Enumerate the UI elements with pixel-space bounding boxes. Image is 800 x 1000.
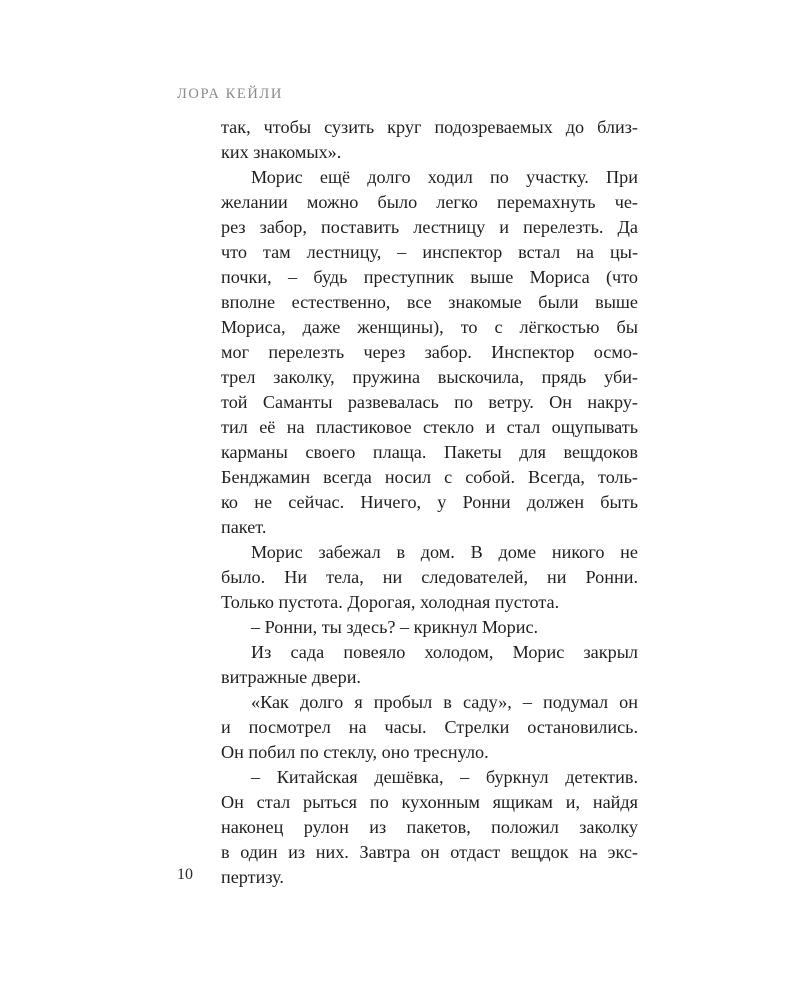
text-line: Только пустота. Дорогая, холодная пустота. <box>221 592 560 612</box>
text-line: так, чтобы сузить круг подозреваемых до близ- <box>221 117 638 137</box>
text-line: Морис ещё долго ходил по участку. При <box>251 167 638 187</box>
text-line: «Как долго я пробыл в саду», – подумал он <box>251 692 638 712</box>
text-line: пертизу. <box>221 867 284 887</box>
text-line: пакет. <box>221 517 267 537</box>
text-line: и посмотрел на часы. Стрелки остановились. <box>221 717 638 737</box>
text-line: наконец рулон из пакетов, положил заколку <box>221 817 638 837</box>
text-line: трел заколку, пружина выскочила, прядь уби- <box>221 367 638 387</box>
text-line: – Китайская дешёвка, – буркнул детектив. <box>251 767 638 787</box>
text-line: рез забор, поставить лестницу и перелезть. Да <box>221 217 638 237</box>
text-line: Мориса, даже женщины), то с лёгкостью бы <box>221 317 638 337</box>
text-line: что там лестницу, – инспектор встал на цы- <box>221 242 638 262</box>
text-line: Он побил по стеклу, оно треснуло. <box>221 742 489 762</box>
text-line: витражные двери. <box>221 667 361 687</box>
text-line: Из сада повеяло холодом, Морис закрыл <box>251 642 638 662</box>
text-line: Он стал рыться по кухонным ящикам и, найдя <box>221 792 638 812</box>
text-line: было. Ни тела, ни следователей, ни Ронни. <box>221 567 638 587</box>
text-line: почки, – будь преступник выше Мориса (что <box>221 267 638 287</box>
text-line: ких знакомых». <box>221 142 342 162</box>
text-line: Морис забежал в дом. В доме никого не <box>251 542 638 562</box>
body-text <box>221 115 638 890</box>
text-line: той Саманты развевалась по ветру. Он накру- <box>221 392 638 412</box>
running-header: ЛОРА КЕЙЛИ <box>177 86 283 102</box>
text-line: карманы своего плаща. Пакеты для вещдоков <box>221 442 638 462</box>
text-line: ко не сейчас. Ничего, у Ронни должен быть <box>221 492 638 512</box>
text-line: мог перелезть через забор. Инспектор осмо- <box>221 342 638 362</box>
text-line: желании можно было легко перемахнуть че- <box>221 192 638 212</box>
text-line: в один из них. Завтра он отдаст вещдок на экс- <box>221 842 638 862</box>
page-number: 10 <box>177 866 193 883</box>
text-line: тил её на пластиковое стекло и стал ощупывать <box>221 417 638 437</box>
text-line: вполне естественно, все знакомые были выше <box>221 292 638 312</box>
text-line: Бенджамин всегда носил с собой. Всегда, толь- <box>221 467 638 487</box>
text-line: – Ронни, ты здесь? – крикнул Морис. <box>251 617 539 637</box>
